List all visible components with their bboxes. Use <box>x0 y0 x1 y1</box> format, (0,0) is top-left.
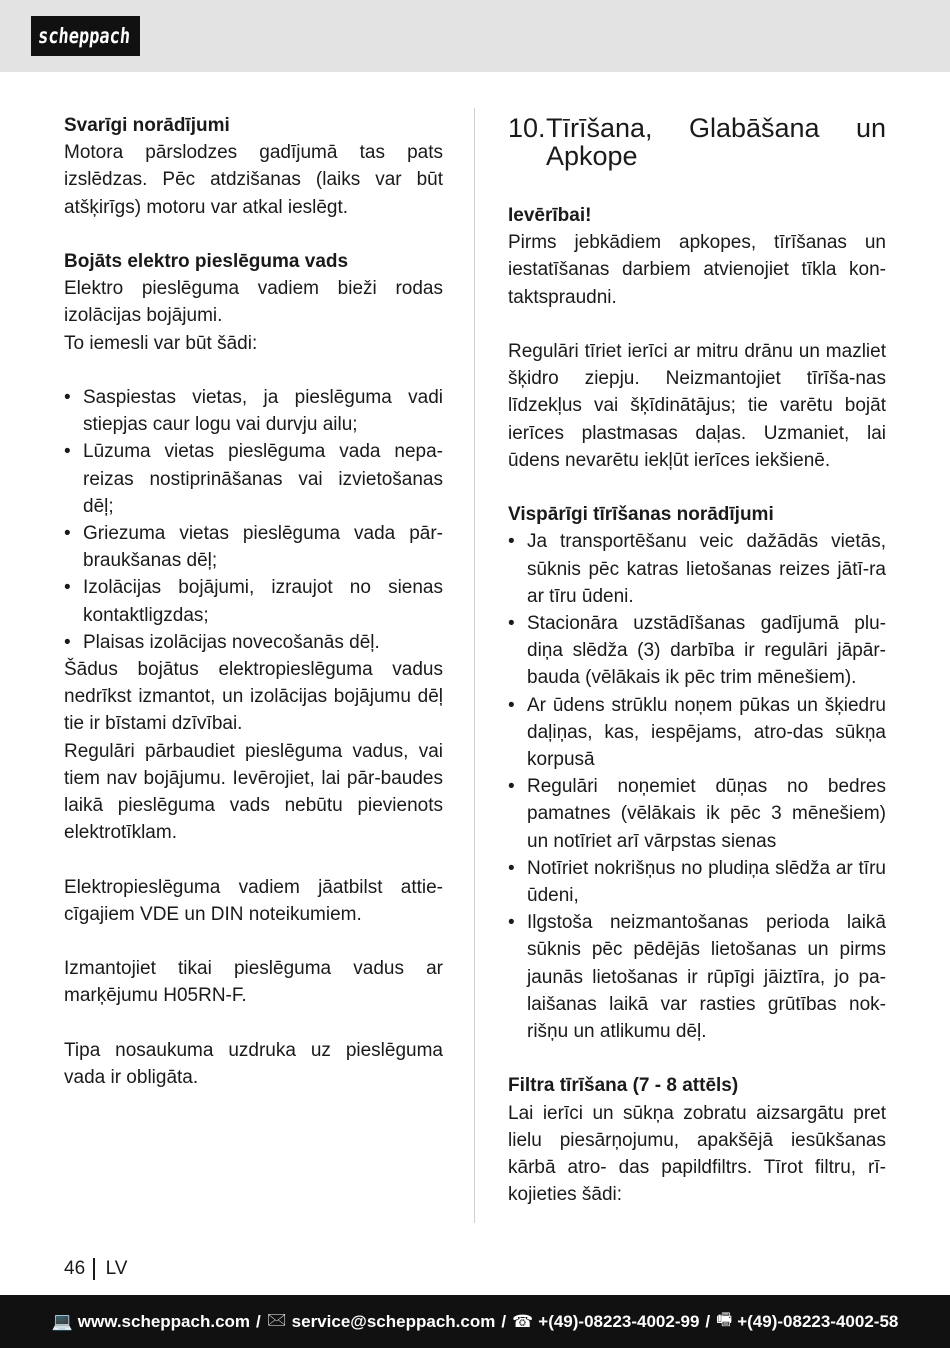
paragraph: Tipa nosaukuma uzdruka uz pieslēguma vada ir obligāta. <box>64 1039 443 1089</box>
list-item: • Ilgstoša neizmantošanas perioda laikā sūknis pēc pēdējās lietošanas un pirms jaunās lietošanas ir rūpīgi jāiztīra, jo pa-laišanas laikā var rasties grūtības nok-rišņu un atlikumu dēļ. <box>508 909 886 1045</box>
important-notes-text: Motora pārslodzes gadījumā tas pats izslēdzas. Pēc atdzišanas (laiks var būt atšķirīgs) motoru var atkal ieslēgt. <box>64 142 443 218</box>
paragraph: Elektropieslēguma vadiem jāatbilst attie-cīgajiem VDE un DIN noteikumiem. <box>64 876 443 925</box>
page-number-value: 46 <box>64 1258 86 1279</box>
page-number <box>64 1257 127 1281</box>
page-footer <box>0 1295 950 1348</box>
page-language: LV <box>105 1258 128 1279</box>
damaged-cable-causes-intro: To iemesli var būt šādi: <box>64 332 258 354</box>
notice-heading: Ievērībai! <box>508 205 592 226</box>
section-heading <box>508 114 886 170</box>
list-item: • Plaisas izolācijas novecošanās dēļ. <box>64 629 443 656</box>
fax-number: +(49)-08223-4002-58 <box>737 1311 899 1331</box>
list-item: • Regulāri noņemiet dūņas no bedres pamatnes (vēlākais ik pēc 3 mēnešiem) un notīriet arī vārpstas sienas <box>508 773 886 855</box>
fax-icon: 🖷 <box>716 1310 733 1329</box>
section-title-word: un <box>855 113 886 143</box>
paragraph: Regulāri pārbaudiet pieslēguma vadus, vai tiem nav bojājumu. Ievērojiet, lai pār-baudes laikā pieslēguma vads nebūtu pievienots elektrotīklam. <box>64 740 443 844</box>
list-item: • Ja transportēšanu veic dažādās vietās, sūknis pēc katras lietošanas reizes jātī-ra ar tīru ūdeni. <box>508 528 886 610</box>
section-title-word: Tīrīšana, <box>546 113 653 143</box>
footer-separator: / <box>705 1311 711 1331</box>
logo-wordmark <box>36 19 153 53</box>
cleaning-list <box>508 528 886 1045</box>
page-number-divider <box>93 1258 95 1280</box>
paragraph: Regulāri tīriet ierīci ar mitru drānu un mazliet šķidro ziepju. Neizmantojiet tīrīša-nas līdzekļus vai šķīdinātājus; tie varētu bojāt ierīces plastmasas daļas. Uzmaniet, lai ūdens nevarētu iekļūt ierīces iekšienē. <box>508 341 886 471</box>
list-item: • Stacionāra uzstādīšanas gadījumā plu-diņa slēdža (3) darbība ir regulāri jāpār-bauda (vēlākais ik pēc trim mēnešiem). <box>508 610 886 692</box>
important-notes-heading: Svarīgi norādījumi <box>64 115 230 136</box>
svg-text:scheppach: scheppach <box>36 23 153 48</box>
damaged-cable-text: Elektro pieslēguma vadiem bieži rodas izolācijas bojājumi. <box>64 278 443 327</box>
list-item: • Lūzuma vietas pieslēguma vada nepa-reizas nostiprināšanas vai izvietošanas dēļ; <box>64 438 443 520</box>
scheppach-logo <box>31 16 153 56</box>
phone-number: +(49)-08223-4002-99 <box>538 1311 700 1331</box>
phone-icon: ☎ <box>512 1311 534 1331</box>
list-item: • Saspiestas vietas, ja pieslēguma vadi stiepjas caur logu vai durvju ailu; <box>64 384 443 438</box>
filter-cleaning-heading: Filtra tīrīšana (7 - 8 attēls) <box>508 1075 739 1097</box>
right-column <box>508 112 886 1208</box>
email-link[interactable]: service@scheppach.com <box>291 1311 496 1331</box>
website-link[interactable]: www.scheppach.com <box>77 1311 251 1331</box>
list-item: • Ar ūdens strūklu noņem pūkas un šķiedru daļiņas, kas, iespējams, atro-das sūkņa korpusā <box>508 692 886 774</box>
list-item: • Griezuma vietas pieslēguma vada pār-braukšanas dēļ; <box>64 520 443 574</box>
column-divider <box>474 108 475 1223</box>
paragraph: Izmantojiet tikai pieslēguma vadus ar marķējumu H05RN-F. <box>64 958 443 1007</box>
paragraph: Šādus bojātus elektropieslēguma vadus nedrīkst izmantot, un izolācijas bojājumu dēļ tie ir bīstami dzīvībai. <box>64 659 443 735</box>
footer-separator: / <box>256 1311 261 1331</box>
mail-icon: 🖂 <box>266 1310 287 1329</box>
footer-separator: / <box>501 1311 507 1331</box>
cable-damage-list <box>64 384 443 656</box>
list-item: • Notīriet nokrišņus no pludiņa slēdža ar tīru ūdeni, <box>508 855 886 909</box>
computer-icon: 💻 <box>51 1311 73 1331</box>
filter-cleaning-text: Lai ierīci un sūkņa zobratu aizsargātu pret lielu piesārņojumu, apakšējā iesūkšanas kārbā atro- das papildfiltrs. Tīrot filtru, rī-kojieties šādi: <box>508 1102 886 1206</box>
list-item: • Izolācijas bojājumi, izraujot no sienas kontaktligzdas; <box>64 574 443 628</box>
section-title-word: Glabāšana <box>688 113 820 143</box>
section-title-line2: Apkope <box>546 141 638 171</box>
notice-text: Pirms jebkādiem apkopes, tīrīšanas un iestatīšanas darbiem atvienojiet tīkla kon-taktspraudni. <box>508 232 886 308</box>
damaged-cable-heading: Bojāts elektro pieslēguma vads <box>64 251 349 272</box>
general-cleaning-heading: Vispārīgi tīrīšanas norādījumi <box>508 504 774 526</box>
section-number: 10. <box>508 113 546 143</box>
page-header <box>0 0 950 72</box>
left-column <box>64 112 443 1091</box>
